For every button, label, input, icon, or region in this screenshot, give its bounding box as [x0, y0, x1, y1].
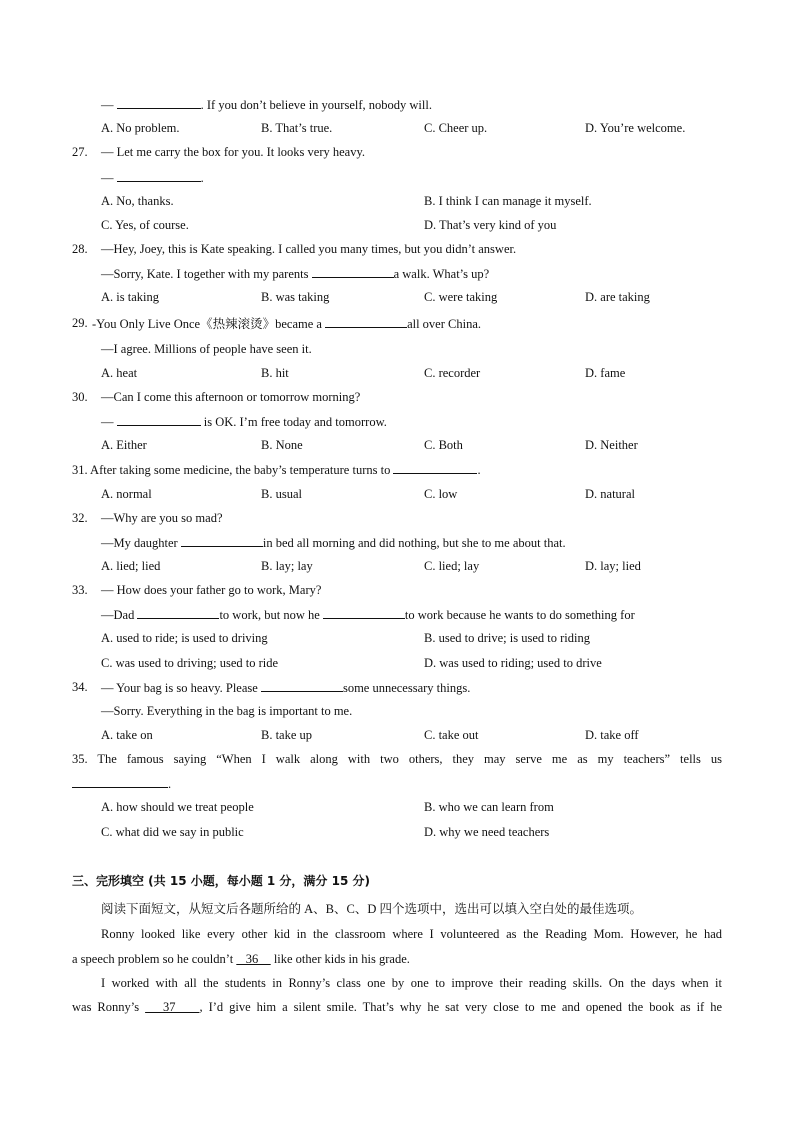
q32-number: 32.	[72, 511, 88, 525]
q34-option-c[interactable]: C. take out	[424, 728, 479, 742]
q26-answer-line	[101, 96, 432, 113]
q33-prompt: — How does your father go to work, Mary?	[101, 583, 322, 597]
q28-line2-a: —Sorry, Kate. I together with my parents	[101, 267, 309, 281]
q31-option-b[interactable]: B. usual	[261, 487, 302, 501]
q28-option-c[interactable]: C. were taking	[424, 290, 498, 304]
q29-blank[interactable]	[325, 315, 407, 328]
q35-answer-line	[72, 775, 171, 792]
passage-p2-line2-a: was Ronny’s	[72, 1000, 146, 1014]
q27-blank[interactable]	[117, 169, 201, 182]
q34-prompt-line	[101, 679, 470, 696]
q35-blank[interactable]	[72, 775, 168, 788]
q32-option-c[interactable]: C. lied; lay	[424, 559, 480, 573]
passage-p2-line2-b: , I’d give him a silent smile. That’s why he sat very close to me and opened the book as if he	[199, 1000, 723, 1014]
section3-heading: 三、完形填空 (共 15 小题，每小题 1 分，满分 15 分)	[72, 874, 370, 888]
q34-prompt-a: — Your bag is so heavy. Please	[101, 681, 258, 695]
q35-option-c[interactable]: C. what did we say in public	[101, 825, 244, 839]
q30-prompt: —Can I come this afternoon or tomorrow morning?	[101, 390, 361, 404]
q31-prompt-line	[72, 461, 481, 478]
q29-prompt-line	[92, 315, 481, 332]
q29-line2: —I agree. Millions of people have seen it.	[101, 342, 312, 356]
q32-line2-b: in bed all morning and did nothing, but she to me about that.	[262, 536, 566, 550]
q27-tail: .	[200, 171, 204, 185]
q32-blank[interactable]	[181, 534, 263, 547]
q33-answer-line	[101, 606, 635, 623]
q31-prompt-b: .	[477, 463, 481, 477]
q34-line2: —Sorry. Everything in the bag is important to me.	[101, 704, 353, 718]
q33-blank-2[interactable]	[323, 606, 405, 619]
q33-line2-a: —Dad	[101, 608, 135, 622]
q28-blank[interactable]	[312, 265, 394, 278]
passage-p2-line1: I worked with all the students in Ronny’s class one by one to improve their reading skills. On the days when it	[101, 976, 722, 990]
q30-option-d[interactable]: D. Neither	[585, 438, 638, 452]
q33-option-c[interactable]: C. was used to driving; used to ride	[101, 656, 279, 670]
q30-blank[interactable]	[117, 413, 201, 426]
q34-option-a[interactable]: A. take on	[101, 728, 153, 742]
q26-option-a[interactable]: A. No problem.	[101, 121, 180, 135]
q27-dash: —	[101, 171, 114, 185]
q34-number: 34.	[72, 680, 88, 694]
q35-option-d[interactable]: D. why we need teachers	[424, 825, 550, 839]
q29-prompt-b: all over China.	[407, 317, 482, 331]
passage-p1-line2-b: like other kids in his grade.	[270, 952, 410, 966]
q30-option-c[interactable]: C. Both	[424, 438, 463, 452]
passage-p1-line2-a: a speech problem so he couldn’t	[72, 952, 237, 966]
q32-option-a[interactable]: A. lied; lied	[101, 559, 161, 573]
passage-p2-line2	[72, 999, 722, 1015]
q28-line2-b: a walk. What’s up?	[393, 267, 490, 281]
q33-option-a[interactable]: A. used to ride; is used to driving	[101, 631, 268, 645]
q30-option-a[interactable]: A. Either	[101, 438, 147, 452]
q32-answer-line	[101, 534, 566, 551]
q31-option-d[interactable]: D. natural	[585, 487, 635, 501]
q28-answer-line	[101, 265, 489, 282]
q29-option-b[interactable]: B. hit	[261, 366, 289, 380]
blank-36[interactable]: 36	[236, 952, 271, 966]
q29-option-c[interactable]: C. recorder	[424, 366, 481, 380]
q27-option-a[interactable]: A. No, thanks.	[101, 194, 174, 208]
blank-37[interactable]: 37	[145, 1000, 200, 1014]
q28-number: 28.	[72, 242, 88, 256]
q31-blank[interactable]	[393, 461, 477, 474]
q32-option-b[interactable]: B. lay; lay	[261, 559, 313, 573]
q27-number: 27.	[72, 145, 88, 159]
q26-tail: . If you don’t believe in yourself, nobody will.	[200, 98, 432, 112]
q29-prompt-a: -You Only Live Once《热辣滚烫》became a	[92, 317, 322, 331]
q29-number: 29.	[72, 316, 88, 330]
q32-option-d[interactable]: D. lay; lied	[585, 559, 641, 573]
q27-answer-line	[101, 169, 204, 186]
q31-prompt-a: 31. After taking some medicine, the baby’s temperature turns to	[72, 463, 391, 477]
q33-option-b[interactable]: B. used to drive; is used to riding	[424, 631, 590, 645]
q34-prompt-b: some unnecessary things.	[342, 681, 471, 695]
q35-tail: .	[168, 777, 172, 791]
passage-p1-line1: Ronny looked like every other kid in the classroom where I volunteered as the Reading Mom. However, he had	[101, 927, 722, 941]
q34-option-d[interactable]: D. take off	[585, 728, 639, 742]
q34-blank[interactable]	[261, 679, 343, 692]
q27-prompt: — Let me carry the box for you. It looks very heavy.	[101, 145, 366, 159]
q29-option-a[interactable]: A. heat	[101, 366, 138, 380]
q32-prompt: —Why are you so mad?	[101, 511, 223, 525]
q33-line2-b: to work, but now he	[219, 608, 320, 622]
q26-option-c[interactable]: C. Cheer up.	[424, 121, 488, 135]
q26-blank[interactable]	[117, 96, 201, 109]
q32-line2-a: —My daughter	[101, 536, 178, 550]
q30-number: 30.	[72, 390, 88, 404]
q31-option-a[interactable]: A. normal	[101, 487, 152, 501]
q35-prompt: 35. The famous saying “When I walk along with two others, they may serve me as my teachers” tells us	[72, 752, 722, 766]
q30-tail: is OK. I’m free today and tomorrow.	[203, 415, 387, 429]
q30-answer-line	[101, 413, 387, 430]
q27-option-b[interactable]: B. I think I can manage it myself.	[424, 194, 592, 208]
q26-dash: —	[101, 98, 114, 112]
q28-option-a[interactable]: A. is taking	[101, 290, 159, 304]
q33-option-d[interactable]: D. was used to riding; used to drive	[424, 656, 602, 670]
q29-option-d[interactable]: D. fame	[585, 366, 626, 380]
q35-option-a[interactable]: A. how should we treat people	[101, 800, 254, 814]
q33-number: 33.	[72, 583, 88, 597]
q34-option-b[interactable]: B. take up	[261, 728, 313, 742]
q28-option-d[interactable]: D. are taking	[585, 290, 650, 304]
q28-prompt: —Hey, Joey, this is Kate speaking. I called you many times, but you didn’t answer.	[101, 242, 517, 256]
q28-option-b[interactable]: B. was taking	[261, 290, 330, 304]
q30-dash: —	[101, 415, 114, 429]
section3-instruction: 阅读下面短文，从短文后各题所给的 A、B、C、D 四个选项中，选出可以填入空白处的最佳选项。	[101, 902, 642, 916]
q26-option-d[interactable]: D. You’re welcome.	[585, 121, 686, 135]
q33-line2-c: to work because he wants to do something for	[404, 608, 635, 622]
q26-option-b[interactable]: B. That’s true.	[261, 121, 333, 135]
q31-option-c[interactable]: C. low	[424, 487, 458, 501]
q33-blank-1[interactable]	[137, 606, 219, 619]
q35-option-b[interactable]: B. who we can learn from	[424, 800, 554, 814]
q30-option-b[interactable]: B. None	[261, 438, 303, 452]
q27-option-c[interactable]: C. Yes, of course.	[101, 218, 189, 232]
q27-option-d[interactable]: D. That’s very kind of you	[424, 218, 557, 232]
passage-p1-line2	[72, 951, 410, 967]
